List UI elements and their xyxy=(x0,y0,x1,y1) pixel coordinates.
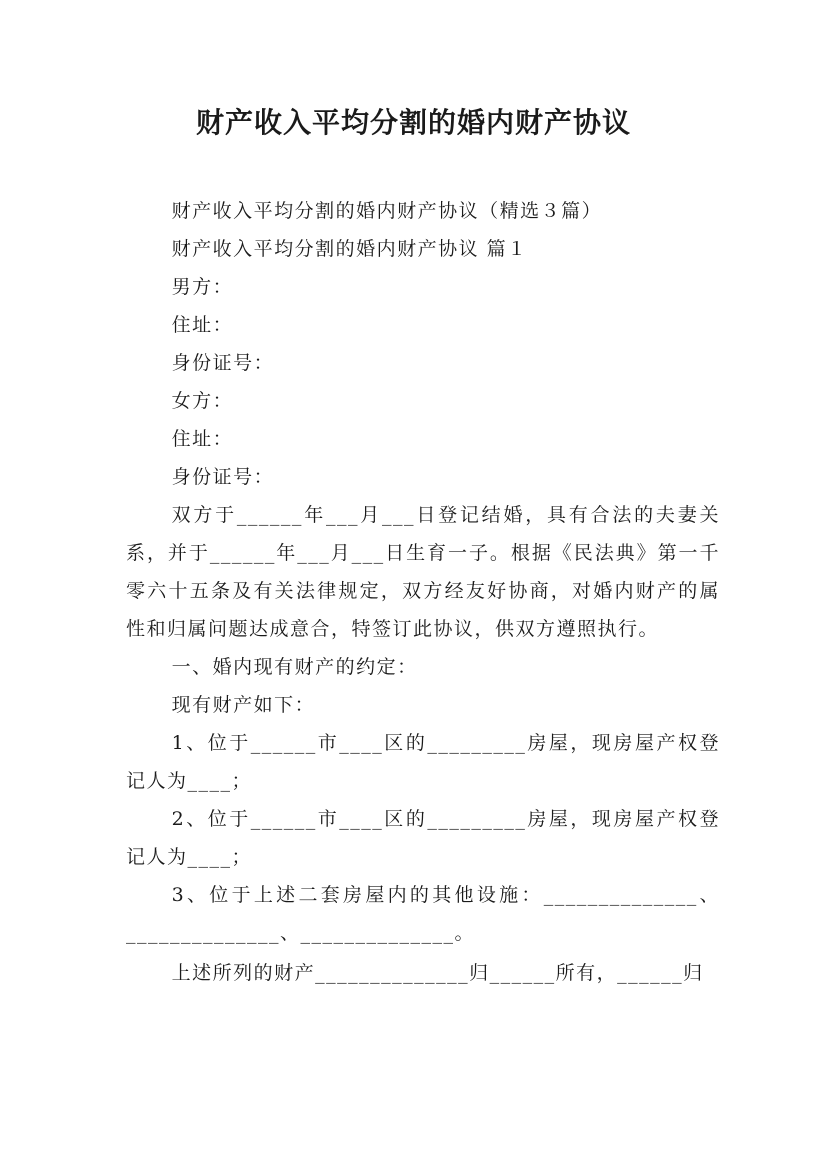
paragraph-section-heading: 财产收入平均分割的婚内财产协议 篇１ xyxy=(171,238,528,260)
paragraph-husband: 男方： xyxy=(171,276,234,298)
paragraph-wife-address: 住址： xyxy=(171,428,234,450)
document-body xyxy=(126,192,720,992)
paragraph-clause-1-heading: 一、婚内现有财产的约定： xyxy=(171,656,418,678)
document-title: 财产收入平均分割的婚内财产协议 xyxy=(195,106,631,139)
paragraph-husband-id: 身份证号： xyxy=(171,352,275,374)
paragraph-wife: 女方： xyxy=(171,390,234,412)
paragraph-asset-item-2: 2、位于______市____区的_________房屋，现房屋产权登记人为____； xyxy=(126,808,720,868)
paragraph-subtitle: 财产收入平均分割的婚内财产协议（精选３篇） xyxy=(171,200,603,222)
paragraph-husband-address: 住址： xyxy=(171,314,234,336)
paragraph-existing-assets: 现有财产如下： xyxy=(171,694,316,716)
paragraph-asset-ownership: 上述所列的财产______________归______所有，______归 xyxy=(171,962,704,984)
paragraph-asset-item-1: 1、位于______市____区的_________房屋，现房屋产权登记人为____； xyxy=(126,732,720,792)
paragraph-wife-id: 身份证号： xyxy=(171,466,275,488)
paragraph-asset-item-3: 3、位于上述二套房屋内的其他设施：______________、______________、______________。 xyxy=(126,884,720,944)
paragraph-preamble: 双方于______年___月___日登记结婚，具有合法的夫妻关系，并于______年___月___日生育一子。根据《民法典》第一千零六十五条及有关法律规定，双方经友好协商，对婚内财产的属性和归属问题达成意合，特签订此协议，供双方遵照执行。 xyxy=(126,504,720,640)
